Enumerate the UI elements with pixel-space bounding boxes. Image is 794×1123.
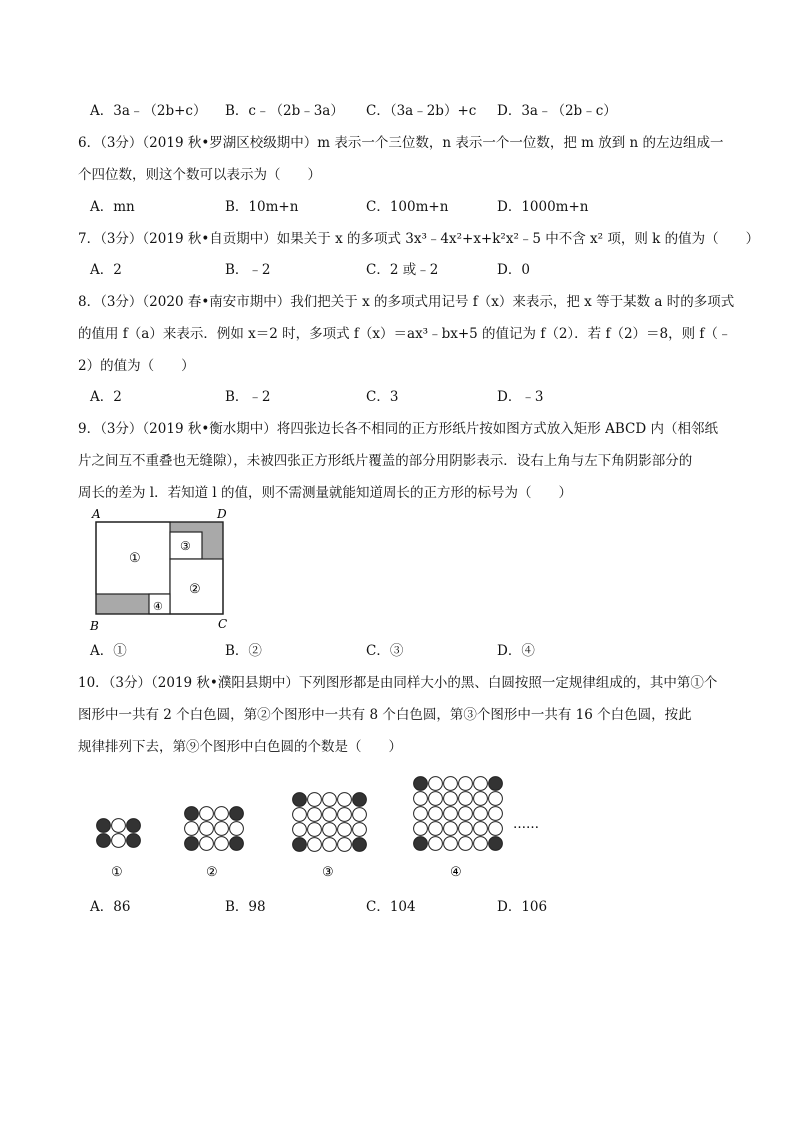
- q10-white-circle: [474, 837, 488, 851]
- q10-white-circle: [185, 822, 199, 836]
- q10-white-circle: [338, 823, 352, 837]
- q7-option-a: A．2: [90, 262, 122, 278]
- q10-white-circle: [444, 822, 458, 836]
- q10-white-circle: [474, 792, 488, 806]
- q10-white-circle: [308, 838, 322, 852]
- q10-white-circle: [429, 822, 443, 836]
- q10-stem-line3: 规律排列下去，第⑨个图形中白色圆的个数是（ ）: [78, 739, 402, 755]
- q10-white-circle: [308, 808, 322, 822]
- q10-black-circle: [293, 838, 307, 852]
- q10-white-circle: [323, 808, 337, 822]
- q10-white-circle: [215, 807, 229, 821]
- q10-white-circle: [429, 807, 443, 821]
- q10-white-circle: [459, 807, 473, 821]
- q10-white-circle: [474, 807, 488, 821]
- q9-vertex-a: A: [92, 507, 101, 521]
- q9-rectangle-figure: [86, 504, 246, 634]
- q5-option-a: A．3a﹣（2b+c）: [90, 103, 207, 119]
- q10-white-circle: [230, 822, 244, 836]
- q10-option-a: A．86: [90, 899, 131, 915]
- q10-white-circle: [429, 792, 443, 806]
- q10-white-circle: [429, 837, 443, 851]
- q9-label-sq1: ①: [129, 551, 141, 566]
- q6-option-d: D．1000m+n: [497, 199, 589, 215]
- q10-white-circle: [215, 837, 229, 851]
- q10-white-circle: [293, 808, 307, 822]
- q10-white-circle: [112, 819, 126, 833]
- q10-white-circle: [459, 822, 473, 836]
- q10-white-circle: [414, 822, 428, 836]
- q10-white-circle: [459, 837, 473, 851]
- q10-white-circle: [414, 792, 428, 806]
- q9-stem-line2: 片之间互不重叠也无缝隙），未被四张正方形纸片覆盖的部分用阴影表示．设右上角与左下角阴影部分的: [78, 453, 693, 469]
- q10-black-circle: [293, 793, 307, 807]
- q10-white-circle: [414, 807, 428, 821]
- q9-option-a: A．①: [90, 643, 127, 659]
- q10-white-circle: [338, 808, 352, 822]
- q10-black-circle: [97, 819, 111, 833]
- q10-white-circle: [338, 838, 352, 852]
- q10-figure-label-3: ③: [322, 865, 334, 880]
- q10-black-circle: [230, 807, 244, 821]
- q10-black-circle: [414, 777, 428, 791]
- q10-option-d: D．106: [497, 899, 548, 915]
- q10-white-circle: [200, 807, 214, 821]
- q10-white-circle: [323, 838, 337, 852]
- q10-white-circle: [489, 792, 503, 806]
- q10-white-circle: [323, 793, 337, 807]
- q10-white-circle: [308, 793, 322, 807]
- q10-white-circle: [489, 807, 503, 821]
- q10-white-circle: [429, 777, 443, 791]
- q7-option-c: C．2 或﹣2: [366, 262, 439, 278]
- q10-white-circle: [293, 823, 307, 837]
- q5-option-d: D．3a﹣（2b﹣c）: [497, 103, 617, 119]
- q10-white-circle: [459, 777, 473, 791]
- q9-label-sq4: ④: [153, 600, 163, 613]
- q9-vertex-c: C: [218, 617, 228, 631]
- q10-black-circle: [489, 777, 503, 791]
- q10-white-circle: [215, 822, 229, 836]
- q10-white-circle: [353, 808, 367, 822]
- q8-stem-line3: 2）的值为（ ）: [78, 358, 195, 374]
- q10-white-circle: [200, 822, 214, 836]
- q10-white-circle: [459, 792, 473, 806]
- q10-white-circle: [474, 822, 488, 836]
- q10-white-circle: [489, 822, 503, 836]
- q10-option-c: C．104: [366, 899, 416, 915]
- q10-black-circle: [489, 837, 503, 851]
- q9-bottom-left-shade: [96, 594, 149, 614]
- q10-white-circle: [323, 823, 337, 837]
- q10-stem-line1: 10．（3分）（2019 秋•濮阳县期中）下列图形都是由同样大小的黑、白圆按照一定规律组成的，其中第①个: [78, 675, 718, 691]
- q10-black-circle: [414, 837, 428, 851]
- q10-ellipsis: ……: [513, 817, 539, 832]
- q8-option-b: B．﹣2: [225, 389, 271, 405]
- q10-black-circle: [353, 793, 367, 807]
- q9-vertex-b: B: [90, 619, 99, 633]
- q9-stem-line3: 周长的差为 l．若知道 l 的值，则不需测量就能知道周长的正方形的标号为（ ）: [78, 485, 573, 501]
- q10-stem-line2: 图形中一共有 2 个白色圆，第②个图形中一共有 8 个白色圆，第③个图形中一共有 16 个白色圆，按此: [78, 707, 692, 723]
- q10-figure-label-4: ④: [450, 865, 462, 880]
- q10-black-circle: [230, 837, 244, 851]
- q9-vertex-d: D: [217, 507, 227, 521]
- q8-option-a: A．2: [90, 389, 122, 405]
- q10-white-circle: [444, 777, 458, 791]
- q8-option-c: C．3: [366, 389, 399, 405]
- q8-option-d: D．﹣3: [497, 389, 544, 405]
- q10-white-circle: [474, 777, 488, 791]
- q6-stem-line1: 6．（3分）（2019 秋•罗湖区校级期中）m 表示一个三位数，n 表示一个一位数，把 m 放到 n 的左边组成一: [78, 135, 724, 151]
- q6-option-b: B．10m+n: [225, 199, 299, 215]
- q6-option-c: C．100m+n: [366, 199, 449, 215]
- q10-white-circle: [444, 837, 458, 851]
- q6-option-a: A．mn: [90, 199, 135, 215]
- q6-stem-line2: 个四位数，则这个数可以表示为（ ）: [78, 167, 321, 183]
- q10-black-circle: [185, 837, 199, 851]
- q8-stem-line1: 8．（3分）（2020 春•南安市期中）我们把关于 x 的多项式用记号 f（x）来表示，把 x 等于某数 a 时的多项式: [78, 294, 735, 310]
- q10-white-circle: [338, 793, 352, 807]
- q9-stem-line1: 9．（3分）（2019 秋•衡水期中）将四张边长各不相同的正方形纸片按如图方式放入矩形 ABCD 内（相邻纸: [78, 421, 718, 437]
- q10-white-circle: [112, 834, 126, 848]
- q9-label-sq3: ③: [180, 539, 191, 553]
- q10-white-circle: [444, 807, 458, 821]
- q5-option-b: B．c﹣（2b﹣3a）: [225, 103, 344, 119]
- q10-white-circle: [308, 823, 322, 837]
- q9-option-b: B．②: [225, 643, 262, 659]
- q10-figure-label-1: ①: [111, 865, 123, 880]
- q10-white-circle: [353, 823, 367, 837]
- q7-option-d: D．0: [497, 262, 530, 278]
- q8-stem-line2: 的值用 f（a）来表示．例如 x＝2 时，多项式 f（x）＝ax³﹣bx+5 的值记为 f（2）．若 f（2）＝8，则 f（﹣: [78, 326, 732, 342]
- q10-black-circle: [353, 838, 367, 852]
- q7-option-b: B．﹣2: [225, 262, 271, 278]
- q10-white-circle: [444, 792, 458, 806]
- q10-black-circle: [185, 807, 199, 821]
- q9-option-d: D．④: [497, 643, 535, 659]
- q10-white-circle: [200, 837, 214, 851]
- q5-option-c: C．（3a﹣2b）+c: [366, 103, 477, 119]
- q9-option-c: C．③: [366, 643, 404, 659]
- q10-black-circle: [127, 819, 141, 833]
- q9-label-sq2: ②: [189, 582, 201, 597]
- q10-black-circle: [127, 834, 141, 848]
- q10-black-circle: [97, 834, 111, 848]
- q10-figure-label-2: ②: [206, 865, 218, 880]
- q10-circle-pattern-figures: [80, 768, 550, 888]
- q10-option-b: B．98: [225, 899, 266, 915]
- q7-stem-line1: 7．（3分）（2019 秋•自贡期中）如果关于 x 的多项式 3x³﹣4x²+x+k²x²﹣5 中不含 x² 项，则 k 的值为（ ）: [78, 231, 760, 247]
